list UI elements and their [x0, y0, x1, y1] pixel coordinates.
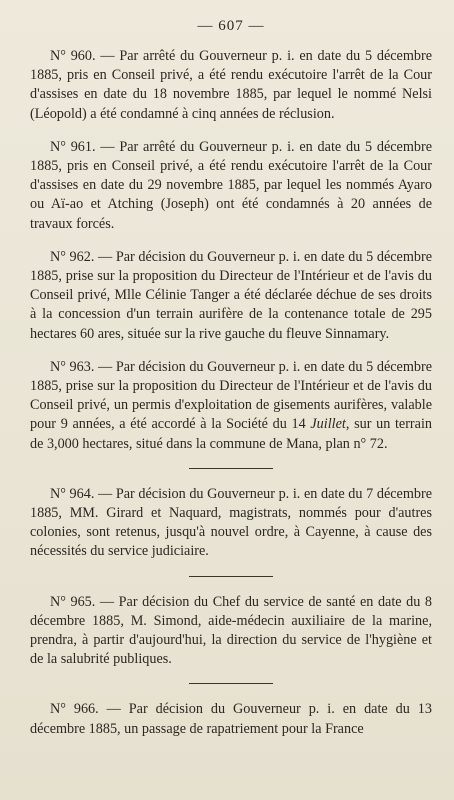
entry-964 [30, 485, 432, 562]
entry-966 [30, 700, 432, 738]
section-divider [189, 468, 273, 469]
entry-text: N° 960. — Par arrêté du Gouverneur p. i. en date du 5 décembre 1885, pris en Conseil privé, a été rendu exécutoire l'arrêt de la Cour d'assises en date du 18 novembre 1885, par lequel le nommé Nelsi (Léopold) a été condamné à cinq années de réclusion. [30, 48, 432, 122]
entry-965 [30, 593, 432, 670]
entry-text: N° 966. — Par décision du Gouverneur p. i. en date du 13 décembre 1885, un passage de rapatriement pour la France [30, 701, 432, 737]
entry-text: N° 964. — Par décision du Gouverneur p. i. en date du 7 décembre 1885, MM. Girard et Naquard, magistrats, nommés pour d'autres colonies, sont retenus, jusqu'à nouvel ordre, à Cayenne, à cause des nécessités du service judiciaire. [30, 485, 432, 560]
entry-text: N° 965. — Par décision du Chef du service de santé en date du 8 décembre 1885, M. Simond, aide-médecin auxiliaire de la marine, prendra, à partir d'aujourd'hui, la direction du service de l'hygiène et de la salubrité publiques. [30, 593, 432, 668]
entry-962 [30, 248, 432, 344]
entry-text-part: , sur un terrain de 3,000 hectares, situé dans la commune de Mana, plan n° 72. [30, 416, 432, 452]
entry-text-part: N° 963. — Par décision du Gouverneur p. i. en date du 5 décembre 1885, prise sur la proposition du Directeur de l'Intérieur et de l'avis du Conseil privé, un permis d'exploitation de gisements aurifères, valable pour 9 années, a été accordé à la Société du 14 [30, 358, 432, 433]
entry-text-italic: Juillet [310, 416, 346, 433]
entry-text: N° 961. — Par arrêté du Gouverneur p. i. en date du 5 décembre 1885, pris en Conseil privé, a été rendu exécutoire l'arrêt de la Cour d'assises en date du 29 novembre 1885, par lequel les nommés Ayaro ou Aï-ao et Atching (Joseph) ont été condamnés à 20 années de travaux forcés. [30, 138, 432, 232]
entry-text: N° 962. — Par décision du Gouverneur p. i. en date du 5 décembre 1885, prise sur la proposition du Directeur de l'Intérieur et de l'avis du Conseil privé, Mlle Célinie Tanger a été déclarée déchue de ses droits à la concession d'un terrain aurifère de la contenance totale de 295 hectares 60 ares, située sur la rive gauche du fleuve Sinnamary. [30, 248, 432, 342]
section-divider [189, 683, 273, 684]
section-divider [189, 576, 273, 577]
entry-963 [30, 358, 432, 454]
entry-961 [30, 138, 432, 234]
page-number: — 607 — [197, 18, 265, 34]
entry-960 [30, 47, 432, 124]
entry-text [30, 358, 432, 454]
